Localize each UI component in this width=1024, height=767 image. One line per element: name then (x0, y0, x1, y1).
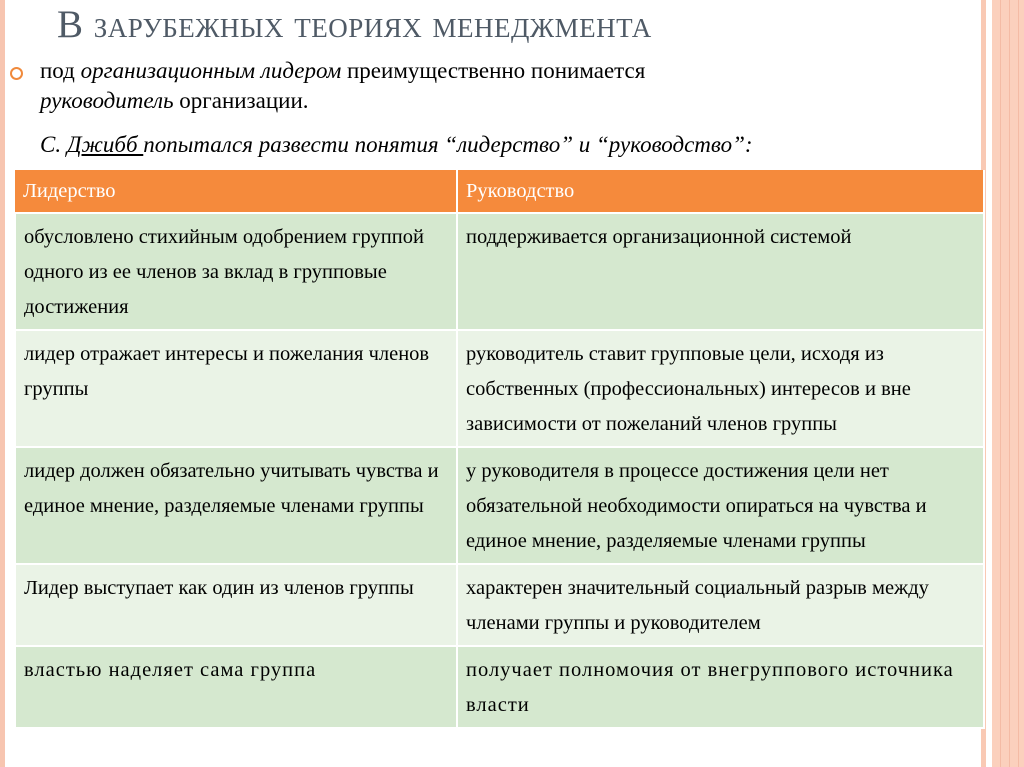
bullet-circle-icon (10, 67, 23, 80)
table-row: лидер отражает интересы и пожелания членов группы руководитель ставит групповые цели, исходя из собственных (профессиональных) интересов и вне зависимости от пожеланий членов группы (15, 330, 984, 447)
intro-paragraph: под организационным лидером преимущественно понимается руководитель организации. (40, 58, 646, 113)
header-leadership: Лидерство (15, 170, 457, 213)
table-row: Лидер выступает как один из членов группы характерен значительный социальный разрыв между членами группы и руководителем (15, 564, 984, 646)
slide-title: В зарубежных теориях менеджмента (57, 3, 652, 46)
table-row: лидер должен обязательно учитывать чувства и единое мнение, разделяемые членами группы у руководителя в процессе достижения цели нет обязательной необходимости опираться на чувства и единое мнение, разделяемые членами группы (15, 447, 984, 564)
table-row: властью наделяет сама группа получает полномочия от внегруппового источника власти (15, 646, 984, 728)
header-management: Руководство (457, 170, 984, 213)
left-decor-line (0, 0, 5, 767)
right-decor-band (992, 0, 1024, 767)
comparison-table (14, 170, 985, 729)
gibb-paragraph: С. Джибб попытался развести понятия “лидерство” и “руководство”: (40, 132, 753, 157)
table-row: обусловлено стихийным одобрением группой одного из ее членов за вклад в групповые достижения поддерживается организационной системой (15, 213, 984, 330)
